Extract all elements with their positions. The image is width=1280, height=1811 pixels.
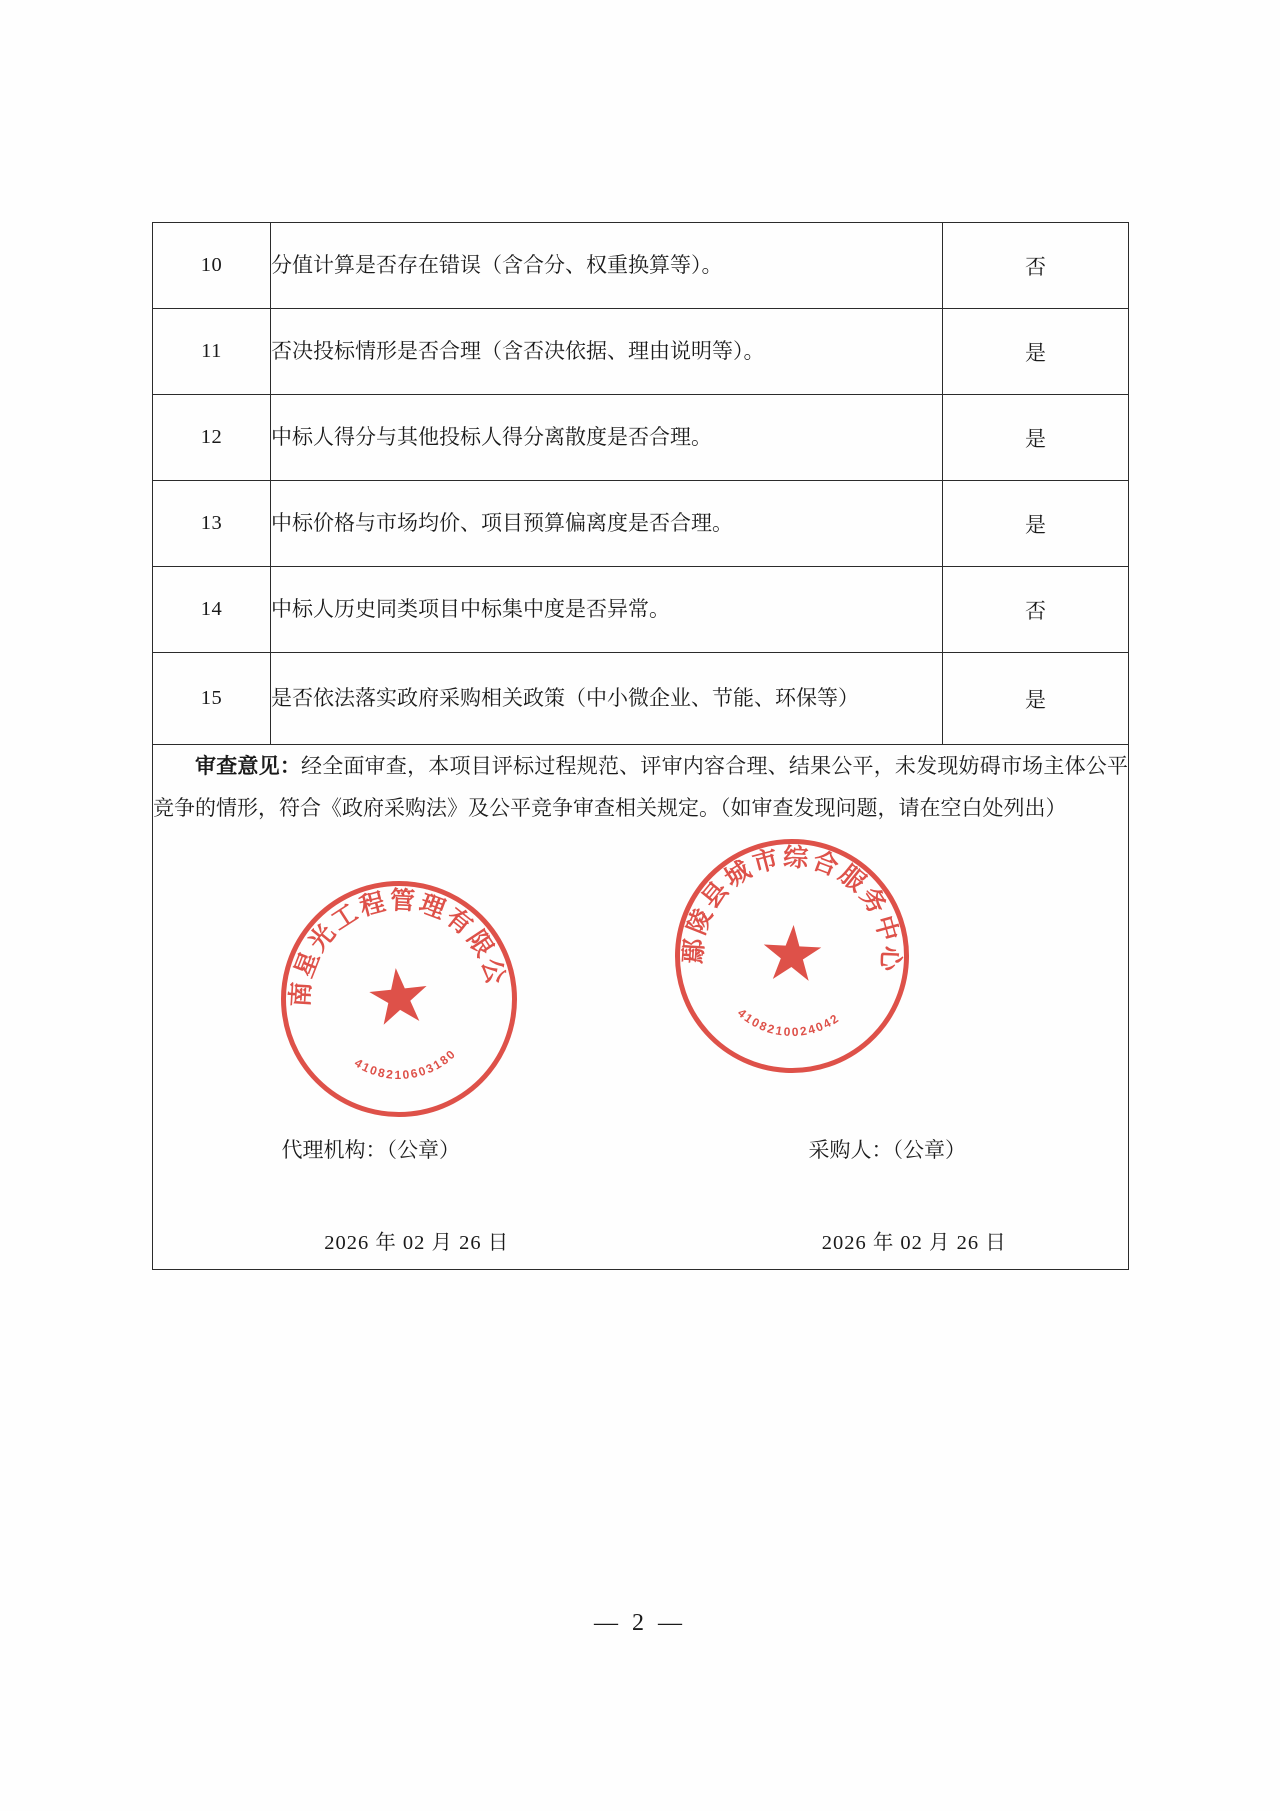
row-result: 是 bbox=[943, 653, 1129, 745]
agency-seal bbox=[258, 869, 528, 1128]
purchaser-label: 采购人：（公章） bbox=[808, 1138, 966, 1162]
agency-date: 2026 年 02 月 26 日 bbox=[324, 1232, 510, 1254]
table-row bbox=[153, 223, 1129, 309]
row-item-text: 分值计算是否存在错误（含合分、权重换算等）。 bbox=[271, 223, 943, 309]
opinion-cell bbox=[153, 745, 1129, 1270]
row-result: 是 bbox=[943, 395, 1129, 481]
table-row bbox=[153, 481, 1129, 567]
purchaser-date: 2026 年 02 月 26 日 bbox=[821, 1232, 1007, 1254]
review-checklist-table bbox=[152, 222, 1129, 1270]
row-result: 否 bbox=[943, 223, 1129, 309]
row-item-text: 中标人得分与其他投标人得分离散度是否合理。 bbox=[271, 395, 943, 481]
row-result: 是 bbox=[943, 481, 1129, 567]
row-number: 10 bbox=[153, 223, 271, 309]
table-row bbox=[153, 653, 1129, 745]
svg-text:4108210603180: 4108210603180 bbox=[352, 1046, 460, 1083]
purchaser-signature-block bbox=[641, 1129, 1129, 1264]
opinion-label: 审查意见： bbox=[195, 754, 302, 778]
row-result: 是 bbox=[943, 309, 1129, 395]
page-number: — 2 — bbox=[594, 1610, 686, 1636]
row-number: 12 bbox=[153, 395, 271, 481]
opinion-row bbox=[153, 745, 1129, 1270]
row-item-text: 否决投标情形是否合理（含否决依据、理由说明等）。 bbox=[271, 309, 943, 395]
row-item-text: 中标价格与市场均价、项目预算偏离度是否合理。 bbox=[271, 481, 943, 567]
svg-text:河南星光工程管理有限公司: 河南星光工程管理有限公司 bbox=[258, 875, 511, 1008]
table-row bbox=[153, 567, 1129, 653]
row-number: 15 bbox=[153, 653, 271, 745]
svg-text:鄢陵县城市综合服务中心: 鄢陵县城市综合服务中心 bbox=[679, 843, 905, 975]
row-number: 14 bbox=[153, 567, 271, 653]
seal-star-icon: ★ bbox=[759, 920, 825, 992]
row-item-text: 是否依法落实政府采购相关政策（中小微企业、节能、环保等） bbox=[271, 653, 943, 745]
seal-star-icon: ★ bbox=[364, 961, 434, 1037]
table-row bbox=[153, 309, 1129, 395]
row-number: 13 bbox=[153, 481, 271, 567]
row-result: 否 bbox=[943, 567, 1129, 653]
opinion-text: 经全面审查，本项目评标过程规范、评审内容合理、结果公平，未发现妨碍市场主体公平竞争的情形，符合《政府采购法》及公平竞争审查相关规定。（如审查发现问题，请在空白处列出） bbox=[153, 754, 1128, 820]
svg-text:4108210024042: 4108210024042 bbox=[734, 1005, 843, 1040]
signature-area bbox=[153, 829, 1128, 1269]
table-row bbox=[153, 395, 1129, 481]
signature-row bbox=[153, 1129, 1128, 1264]
agency-label: 代理机构：（公章） bbox=[281, 1138, 460, 1162]
opinion-paragraph bbox=[153, 745, 1128, 829]
agency-label-wrap bbox=[153, 1129, 641, 1171]
row-number: 11 bbox=[153, 309, 271, 395]
purchaser-label-wrap bbox=[641, 1129, 1129, 1171]
agency-signature-block bbox=[153, 1129, 641, 1264]
row-item-text: 中标人历史同类项目中标集中度是否异常。 bbox=[271, 567, 943, 653]
purchaser-seal bbox=[669, 833, 915, 1079]
